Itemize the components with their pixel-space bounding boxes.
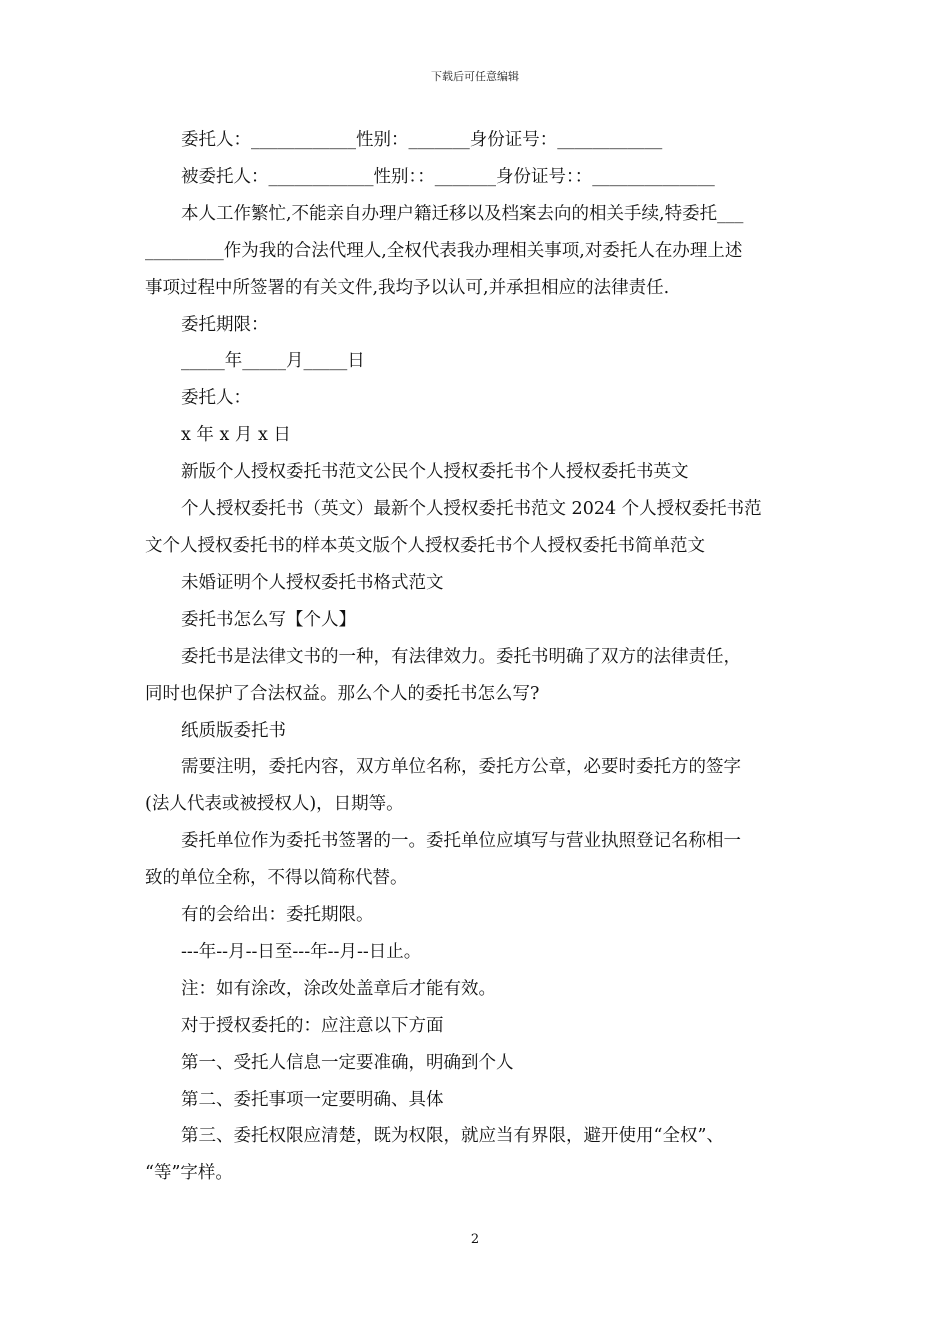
page-header: 下载后可任意编辑 [431,70,519,83]
text-line: 委托书怎么写【个人】 [181,609,356,630]
text-line: ---年--月--日至---年--月--日止。 [181,941,422,962]
text-line: 对于授权委托的：应注意以下方面 [181,1015,444,1036]
text-line: 致的单位全称，不得以简称代替。 [145,868,408,889]
text-line: 第一、受托人信息一定要准确，明确到个人 [181,1052,514,1073]
text-line: (法人代表或被授权人)，日期等。 [145,794,404,815]
text-line: 需要注明，委托内容，双方单位名称，委托方公章，必要时委托方的签字 [181,757,741,778]
text-line: 有的会给出：委托期限。 [181,905,374,926]
text-line: 委托人：____________性别：_______身份证号：____________ [181,130,663,150]
text-line: 新版个人授权委托书范文公民个人授权委托书个人授权委托书英文 [181,462,689,483]
text-line: 注：如有涂改，涂改处盖章后才能有效。 [181,978,496,999]
text-line: 第三、委托权限应清楚，既为权限，就应当有界限，避开使用“全权”、 [181,1126,724,1147]
text-line: “等”字样。 [145,1163,233,1184]
text-line: 委托期限： [181,314,269,335]
text-line: 第二、委托事项一定要明确、具体 [181,1089,444,1110]
text-line: 个人授权委托书（英文）最新个人授权委托书范文 2024 个人授权委托书范 [181,499,762,520]
document-body [145,122,810,1192]
text-line: 事项过程中所签署的有关文件,我均予以认可,并承担相应的法律责任. [145,277,670,298]
text-line: 委托单位作为委托书签署的一。委托单位应填写与营业执照登记名称相一 [181,831,741,852]
text-line: _____年_____月_____日 [181,351,365,372]
text-line: 委托书是法律文书的一种，有法律效力。委托书明确了双方的法律责任， [181,646,741,667]
text-line: 纸质版委托书 [181,720,286,741]
text-line: 文个人授权委托书的样本英文版个人授权委托书个人授权委托书简单范文 [145,535,705,556]
text-line: 本人工作繁忙,不能亲自办理户籍迁移以及档案去向的相关手续,特委托___ [181,203,744,224]
text-line: 未婚证明个人授权委托书格式范文 [181,572,444,593]
text-line: 委托人： [181,388,251,409]
text-line: 被委托人：____________性别：：_______身份证号：：______________ [181,166,715,187]
text-line: _________作为我的合法代理人,全权代表我办理相关事项,对委托人在办理上述 [145,240,743,261]
text-line: x 年 x 月 x 日 [181,425,291,446]
text-line: 同时也保护了合法权益。那么个人的委托书怎么写? [145,683,540,704]
page-number: 2 [470,1232,480,1247]
